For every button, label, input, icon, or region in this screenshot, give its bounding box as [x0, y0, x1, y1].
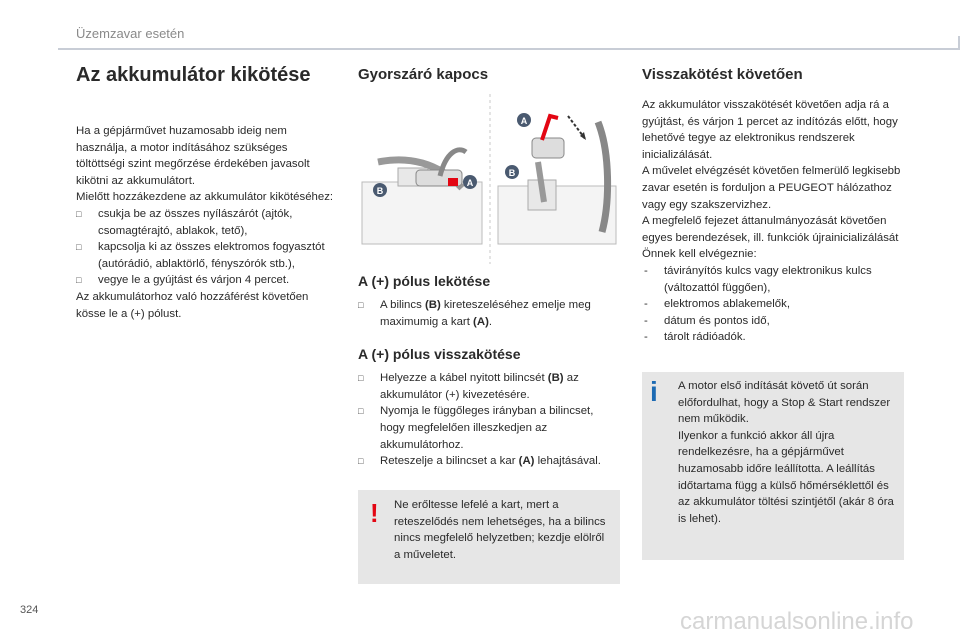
callout-a-left-label: A	[466, 178, 474, 188]
list-item: □ Helyezze a kábel nyitott bilincsét (B) az akkumulátor (+) kivezetésére.	[358, 370, 620, 403]
section-title-quick-clamp: Gyorszáró kapocs	[358, 66, 489, 83]
list-item: □ Reteszelje a bilincset a kar (A) lehajtásával.	[358, 453, 620, 470]
warning-text: Ne erőltesse lefelé a kart, mert a reteszelődés nem lehetséges, ha a bilincs nincs megfelelő helyzetben; kezdje elölről a műveletet.	[394, 499, 606, 561]
list-item: □ A bilincs (B) kireteszeléséhez emelje meg maximumig a kart (A).	[358, 297, 620, 330]
list-item: - dátum és pontos idő,	[642, 313, 904, 330]
reinit-list	[642, 263, 904, 346]
battery-right	[498, 186, 616, 244]
info-box	[642, 372, 904, 560]
before-paragraph: Mielőtt hozzákezdene az akkumulátor kikötéséhez:	[76, 191, 334, 204]
subsection-disconnect: A (+) pólus lekötése	[358, 273, 491, 289]
red-marker-left	[448, 178, 458, 186]
subsection-reconnect: A (+) pólus visszakötése	[358, 346, 521, 363]
intro-paragraph: Ha a gépjárművet huzamosabb ideig nem használja, a motor indításához szükséges töltöttségi szint megőrzése érdekében javasolt kikötni az akkumulátort.	[76, 125, 310, 187]
warning-box	[358, 490, 620, 584]
column-after-reconnect	[642, 62, 904, 346]
watermark: carmanualsonline.info	[680, 608, 914, 635]
list-item: - elektromos ablakemelők,	[642, 296, 904, 313]
clamp-body-right	[532, 138, 564, 158]
info-paragraph-1: A motor első indítását követő út során előfordulhat, hogy a Stop & Start rendszer nem működik.	[678, 380, 891, 426]
section-title-after-reconnect: Visszakötést követően	[642, 66, 803, 83]
list-item: □ csukja be az összes nyílászárót (ajtók, csomagtérajtó, ablakok, tető),	[76, 206, 338, 239]
clamp-drawing	[358, 92, 620, 268]
reconnect-paragraph-1: Az akkumulátor visszakötését követően adja rá a gyújtást, és várjon 1 percet az indítózás előtt, hogy lehetővé tegye az elektronikus rendszerek inicializálását.	[642, 99, 898, 161]
column-battery-disconnect	[76, 62, 338, 322]
list-item: □ vegye le a gyújtást és várjon 4 percet.	[76, 272, 338, 289]
page-number: 324	[20, 604, 39, 616]
callout-a-right-label: A	[520, 116, 528, 126]
info-paragraph-2: Ilyenkor a funkció akkor áll újra rendelkezésre, ha a gépjárművet huzamosabb időre leállította. A leállítás időtartama függ a külső hőmérséklettől és az akkumulátor töltési szintjétől (akár 8 óra is lehet).	[678, 429, 894, 525]
preparation-list	[76, 206, 338, 289]
list-item: □ kapcsolja ki az összes elektromos fogyasztót (autórádió, ablaktörlő, fényszórók stb.),	[76, 239, 338, 272]
page-title: Az akkumulátor kikötése	[76, 64, 311, 86]
list-item: □ Nyomja le függőleges irányban a bilincset, hogy megfelelően illeszkedjen az akkumulátorhoz.	[358, 403, 620, 453]
list-item: - tárolt rádióadók.	[642, 329, 904, 346]
warning-icon: !	[370, 498, 379, 528]
reconnect-steps	[358, 370, 620, 470]
battery-clamp-illustration	[358, 92, 620, 268]
callout-b-right-label: B	[508, 168, 516, 178]
reconnect-paragraph-2: A művelet elvégzését követően felmerülő legkisebb zavar esetén is forduljon a PEUGEOT hálózathoz vagy egy szakszervizhez.	[642, 165, 901, 211]
lever-right	[542, 116, 558, 140]
reconnect-paragraph-3: A megfelelő fejezet áttanulmányozását követően egyes berendezések, ill. funkciók újrainicializálását Önnek kell elvégeznie:	[642, 215, 899, 261]
header-section-title: Üzemzavar esetén	[76, 26, 185, 41]
outro-paragraph: Az akkumulátorhoz való hozzáférést követően kösse le a (+) pólust.	[76, 290, 309, 320]
disconnect-steps	[358, 297, 620, 330]
callout-b-left-label: B	[376, 186, 384, 196]
info-text	[678, 378, 898, 527]
info-icon: i	[650, 376, 658, 407]
header-divider	[58, 48, 960, 50]
list-item: - távirányítós kulcs vagy elektronikus kulcs (változattól függően),	[642, 263, 904, 296]
